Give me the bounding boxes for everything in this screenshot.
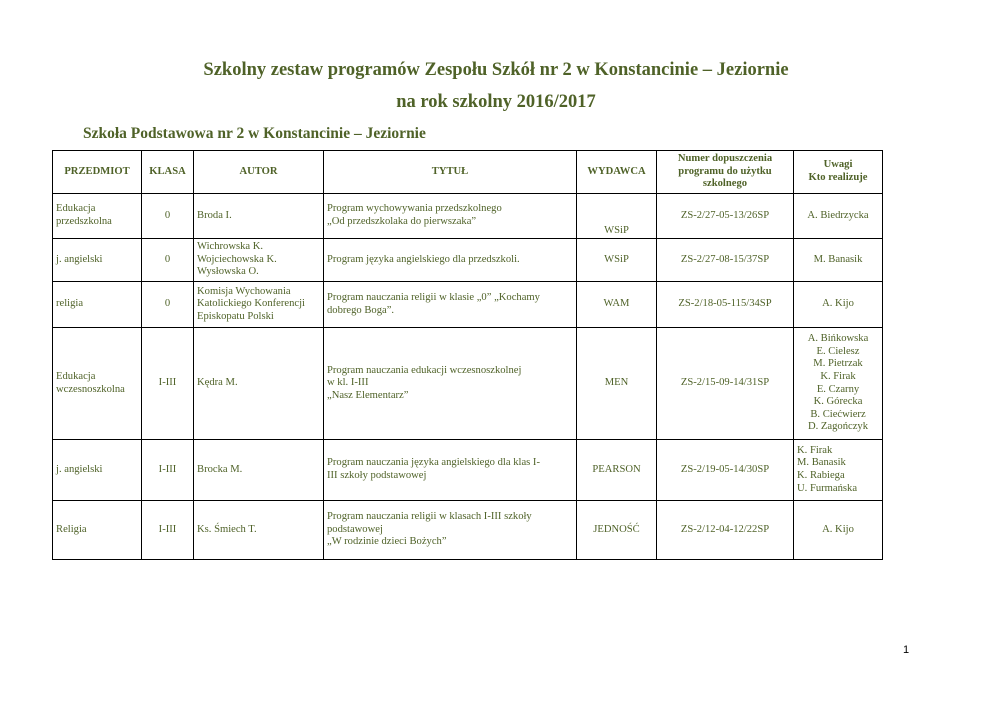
cell-uwagi [794,194,883,239]
cell-uwagi [794,282,883,328]
cell-tytul-line: „Od przedszkolaka do pierwszaka” [327,216,477,227]
cell-uwagi-line: A. Biedrzycka [807,209,869,221]
document-title: Szkolny zestaw programów Zespołu Szkół nr 2 w Konstancinie – Jeziornie [203,60,789,80]
table-row [53,239,883,282]
cell-autor [194,440,324,501]
cell-uwagi-line: D. Zagończyk [807,421,868,433]
header-row [53,151,883,194]
cell-uwagi-line: A. Bińkowska [807,333,869,345]
table-row [53,194,883,239]
cell-wydawca: WAM [577,282,657,328]
cell-autor [194,194,324,239]
table-row [53,282,883,328]
cell-tytul-line: Program wychowywania przedszkolnego [327,203,502,215]
cell-tytul [324,194,577,239]
cell-przedmiot-line: Religia [56,523,87,535]
cell-autor-line: Kędra M. [197,377,238,389]
cell-tytul-line: „Nasz Elementarz” [327,389,409,401]
cell-wydawca: PEARSON [577,440,657,501]
header-autor: AUTOR [194,151,324,194]
cell-autor [194,239,324,282]
header-przedmiot: PRZEDMIOT [53,151,142,194]
cell-uwagi-line: U. Furmańska [797,482,858,494]
cell-uwagi-line: B. Ciećwierz [810,408,866,420]
cell-tytul-line: Program nauczania religii w klasach I-III szkoły [327,511,532,523]
cell-klasa: 0 [142,282,194,328]
school-year-title: na rok szkolny 2016/2017 [396,92,596,112]
cell-uwagi-line: E. Czarny [816,383,860,395]
cell-tytul-line: „W rodzinie dzieci Bożych” [327,536,447,548]
header-wydawca: WYDAWCA [577,151,657,194]
cell-autor-line: Ks. Śmiech T. [197,523,257,535]
cell-przedmiot [53,282,142,328]
header-numer-line: Numer dopuszczenia [677,153,773,165]
cell-przedmiot-line: j. angielski [56,463,103,475]
cell-wydawca: WSiP [577,194,657,239]
cell-tytul-line: dobrego Boga”. [327,304,395,316]
cell-autor-line: Komisja Wychowania [197,285,291,297]
cell-wydawca: MEN [577,328,657,440]
cell-autor [194,282,324,328]
cell-autor-line: Episkopatu Polski [197,310,274,322]
cell-autor-line: Wichrowska K. [197,241,264,253]
cell-klasa: 0 [142,239,194,282]
page-number: 1 [903,644,910,656]
cell-numer: ZS-2/18-05-115/34SP [657,282,794,328]
cell-uwagi [794,239,883,282]
cell-przedmiot-line: j. angielski [56,253,103,265]
cell-tytul-line: w kl. I-III [327,377,369,389]
cell-numer: ZS-2/19-05-14/30SP [657,440,794,501]
header-numer [657,151,794,194]
cell-przedmiot [53,239,142,282]
header-uwagi [794,151,883,194]
header-numer-line: szkolnego [702,178,748,190]
cell-tytul [324,440,577,501]
cell-uwagi-line: A. Kijo [822,298,854,310]
header-tytul: TYTUŁ [324,151,577,194]
cell-uwagi [794,440,883,501]
cell-wydawca: WSiP [577,239,657,282]
cell-tytul-line: Program nauczania religii w klasie „0” „Kochamy [327,291,540,303]
cell-uwagi-line: K. Rabiega [797,470,845,481]
cell-przedmiot [53,501,142,560]
cell-tytul-line: podstawowej [327,523,383,535]
cell-autor-line: Wysłowska O. [197,266,259,278]
cell-uwagi-line: K. Firak [820,370,856,382]
header-uwagi-line: Uwagi [823,159,853,171]
cell-uwagi-line: M. Pietrzak [813,358,863,370]
cell-tytul [324,328,577,440]
cell-uwagi-line: A. Kijo [822,523,854,535]
cell-autor [194,501,324,560]
cell-autor-line: Katolickiego Konferencji [197,298,305,310]
cell-klasa: 0 [142,194,194,239]
cell-uwagi-line: K. Górecka [813,396,863,408]
cell-uwagi-line: M. Banasik [797,457,846,469]
cell-numer: ZS-2/27-08-15/37SP [657,239,794,282]
cell-tytul [324,501,577,560]
cell-przedmiot-line: religia [56,298,84,310]
cell-tytul [324,282,577,328]
cell-autor-line: Broda I. [197,209,232,221]
table-row [53,501,883,560]
header-numer-line: programu do użytku [678,165,772,177]
cell-tytul-line: Program nauczania edukacji wczesnoszkolnej [327,364,522,376]
cell-klasa: I-III [142,501,194,560]
cell-tytul-line: III szkoły podstawowej [327,470,427,481]
header-uwagi-line: Kto realizuje [808,172,868,183]
cell-przedmiot-line: Edukacja [56,370,96,382]
cell-wydawca: JEDNOŚĆ [577,501,657,560]
cell-tytul [324,239,577,282]
cell-klasa: I-III [142,328,194,440]
cell-numer: ZS-2/15-09-14/31SP [657,328,794,440]
cell-autor [194,328,324,440]
cell-numer: ZS-2/12-04-12/22SP [657,501,794,560]
cell-przedmiot [53,194,142,239]
cell-uwagi-line: E. Cielesz [816,345,860,357]
cell-przedmiot [53,328,142,440]
table-row [53,328,883,440]
cell-przedmiot [53,440,142,501]
cell-przedmiot-line: przedszkolna [56,216,112,227]
cell-przedmiot-line: Edukacja [56,203,96,215]
school-subtitle: Szkoła Podstawowa nr 2 w Konstancinie – Jeziornie [83,125,426,142]
cell-uwagi [794,328,883,440]
table-row [53,440,883,501]
programs-table [52,150,883,560]
header-klasa: KLASA [142,151,194,194]
cell-tytul-line: Program języka angielskiego dla przedszkoli. [327,253,520,265]
cell-uwagi-line: M. Banasik [813,253,863,265]
cell-przedmiot-line: wczesnoszkolna [56,383,125,395]
cell-autor-line: Wojciechowska K. [197,253,277,265]
cell-uwagi [794,501,883,560]
cell-autor-line: Brocka M. [197,463,243,475]
cell-tytul-line: Program nauczania języka angielskiego dla klas I- [327,457,540,469]
cell-numer: ZS-2/27-05-13/26SP [657,194,794,239]
cell-uwagi-line: K. Firak [797,444,833,456]
cell-klasa: I-III [142,440,194,501]
